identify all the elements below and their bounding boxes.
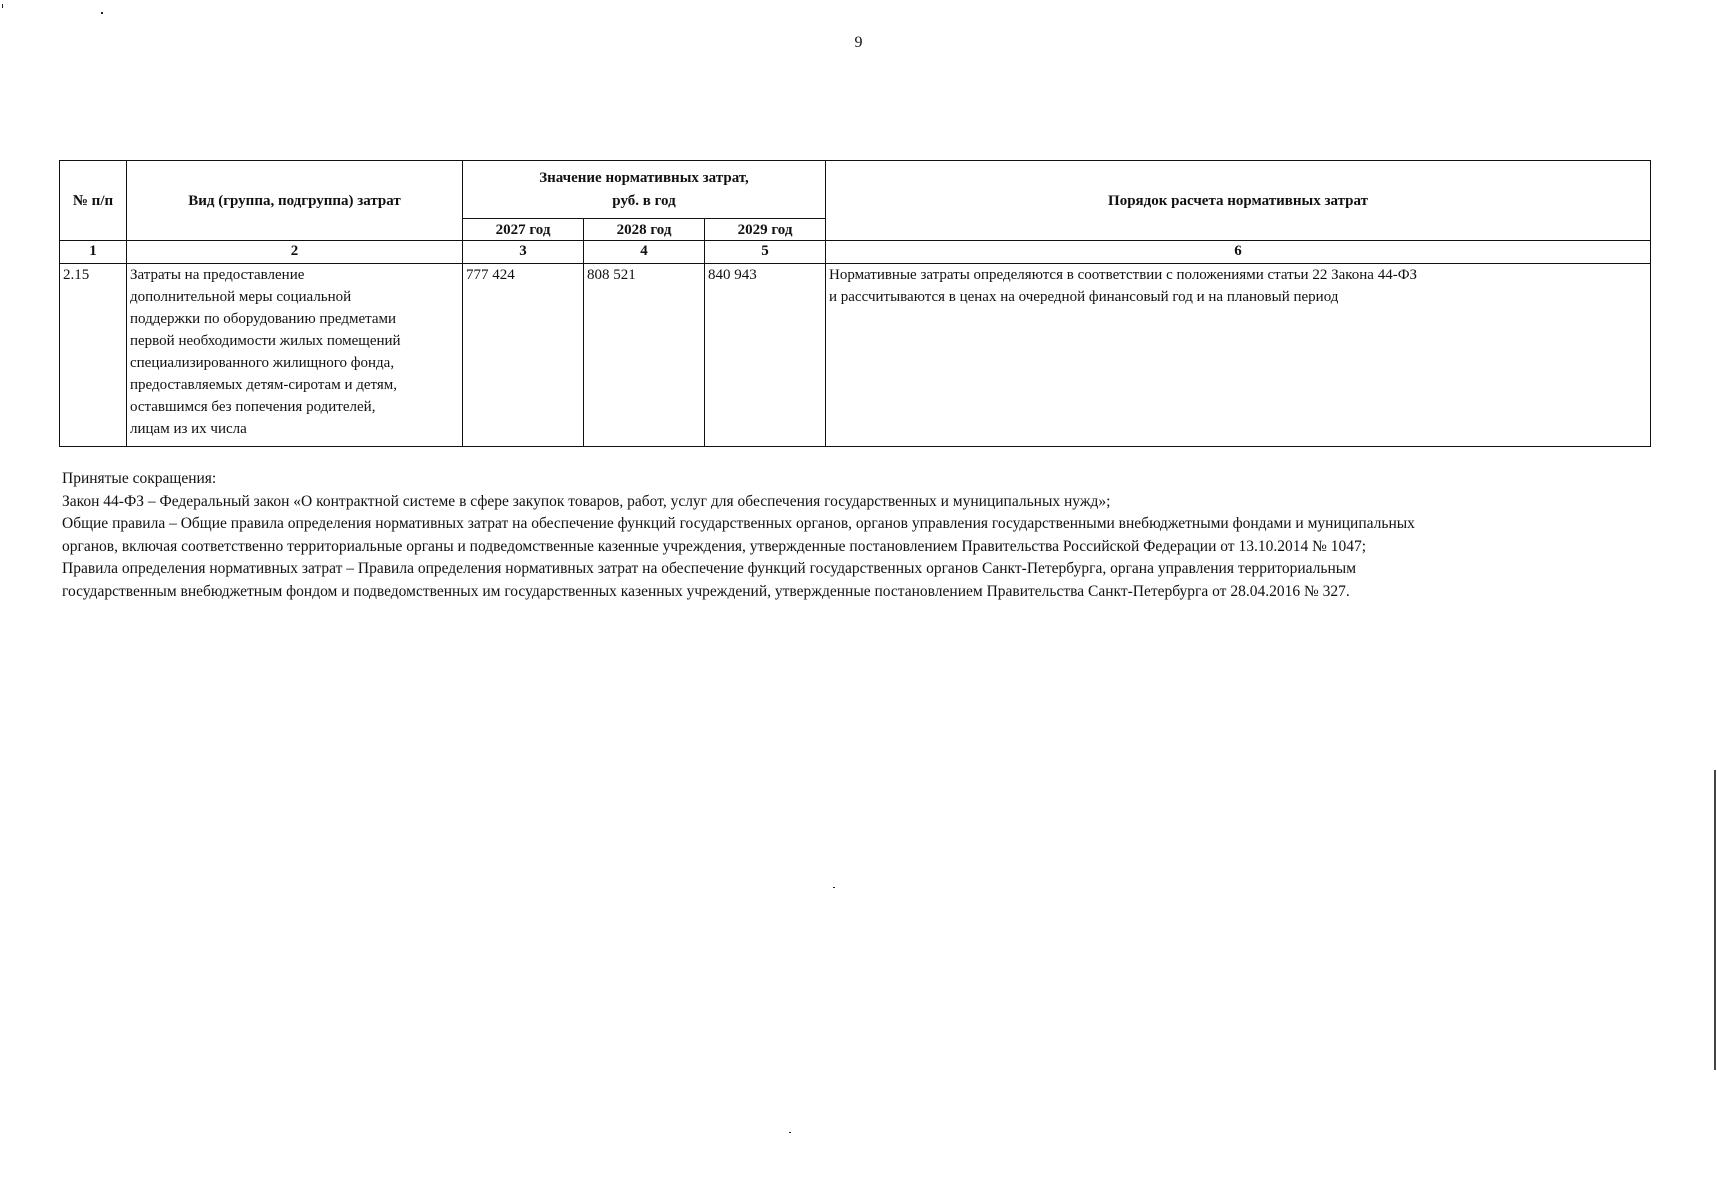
header-cost-type: Вид (группа, подгруппа) затрат — [127, 161, 463, 241]
page-number: 9 — [854, 34, 863, 51]
column-number: 1 — [60, 241, 127, 264]
table-row — [60, 264, 1651, 447]
header-year-2029: 2029 год — [705, 219, 826, 241]
cost-type-line: поддержки по оборудованию предметами — [130, 311, 397, 327]
header-row-top — [60, 161, 1651, 219]
notes-heading: Принятые сокращения: — [62, 470, 217, 487]
header-procedure: Порядок расчета нормативных затрат — [826, 161, 1651, 241]
scan-edge-line — [1714, 770, 1716, 1070]
header-year-2027: 2027 год — [463, 219, 584, 241]
header-year-2028: 2028 год — [584, 219, 705, 241]
column-number: 4 — [584, 241, 705, 264]
cost-type-line: дополнительной меры социальной — [130, 289, 352, 305]
column-number: 2 — [127, 241, 463, 264]
column-number: 6 — [826, 241, 1651, 264]
abbreviations-notes — [62, 468, 1682, 603]
cost-type-line: оставшимся без попечения родителей, — [130, 399, 376, 415]
row-value-2027: 777 424 — [463, 264, 584, 447]
header-values-line1: Значение нормативных затрат, — [539, 169, 749, 186]
notes-line: государственным внебюджетным фондом и подведомственных им государственных казенных учреждений, утвержденные постановлением Правительства Санкт-Петербурга от 28.04.2016 № 327. — [62, 582, 1350, 600]
procedure-line: Нормативные затраты определяются в соответствии с положениями статьи 22 Закона 44-ФЗ — [829, 267, 1418, 283]
scan-speck — [833, 887, 835, 888]
row-procedure — [826, 264, 1651, 447]
scan-speck — [789, 1132, 791, 1133]
row-num: 2.15 — [60, 264, 127, 447]
notes-line: Правила определения нормативных затрат – Правила определения нормативных затрат на обеспечение функций государственных органов Санкт-Петербурга, органа управления территориальным — [62, 560, 1357, 577]
notes-line: органов, включая соответственно территориальные органы и подведомственные казенные учреждения, утвержденные постановлением Правительства Российской Федерации от 13.10.2014 № 1047; — [62, 537, 1367, 555]
notes-line: Закон 44-ФЗ – Федеральный закон «О контрактной системе в сфере закупок товаров, работ, услуг для обеспечения государственных и муниципальных нужд»; — [62, 492, 1111, 510]
header-num: № п/п — [60, 161, 127, 241]
scan-speck — [2, 4, 3, 8]
cost-type-line: предоставляемых детям-сиротам и детям, — [130, 377, 398, 393]
cost-type-line: первой необходимости жилых помещений — [130, 333, 401, 349]
notes-line: Общие правила – Общие правила определения нормативных затрат на обеспечение функций государственных органов, органов управления государственными внебюджетными фондами и муниципальных — [62, 515, 1415, 532]
row-value-2028: 808 521 — [584, 264, 705, 447]
column-number: 5 — [705, 241, 826, 264]
cost-type-line: специализированного жилищного фонда, — [130, 355, 395, 371]
column-number: 3 — [463, 241, 584, 264]
cost-type-line: Затраты на предоставление — [130, 267, 305, 283]
row-value-2029: 840 943 — [705, 264, 826, 447]
procedure-line: и рассчитываются в ценах на очередной финансовый год и на плановый период — [829, 289, 1339, 305]
normative-costs-table — [59, 160, 1651, 447]
header-values-line2: руб. в год — [612, 192, 676, 209]
header-values — [463, 161, 826, 219]
scan-speck — [101, 12, 103, 14]
cost-type-line: лицам из их числа — [130, 421, 247, 437]
column-numbers-row — [60, 241, 1651, 264]
row-cost-type — [127, 264, 463, 447]
